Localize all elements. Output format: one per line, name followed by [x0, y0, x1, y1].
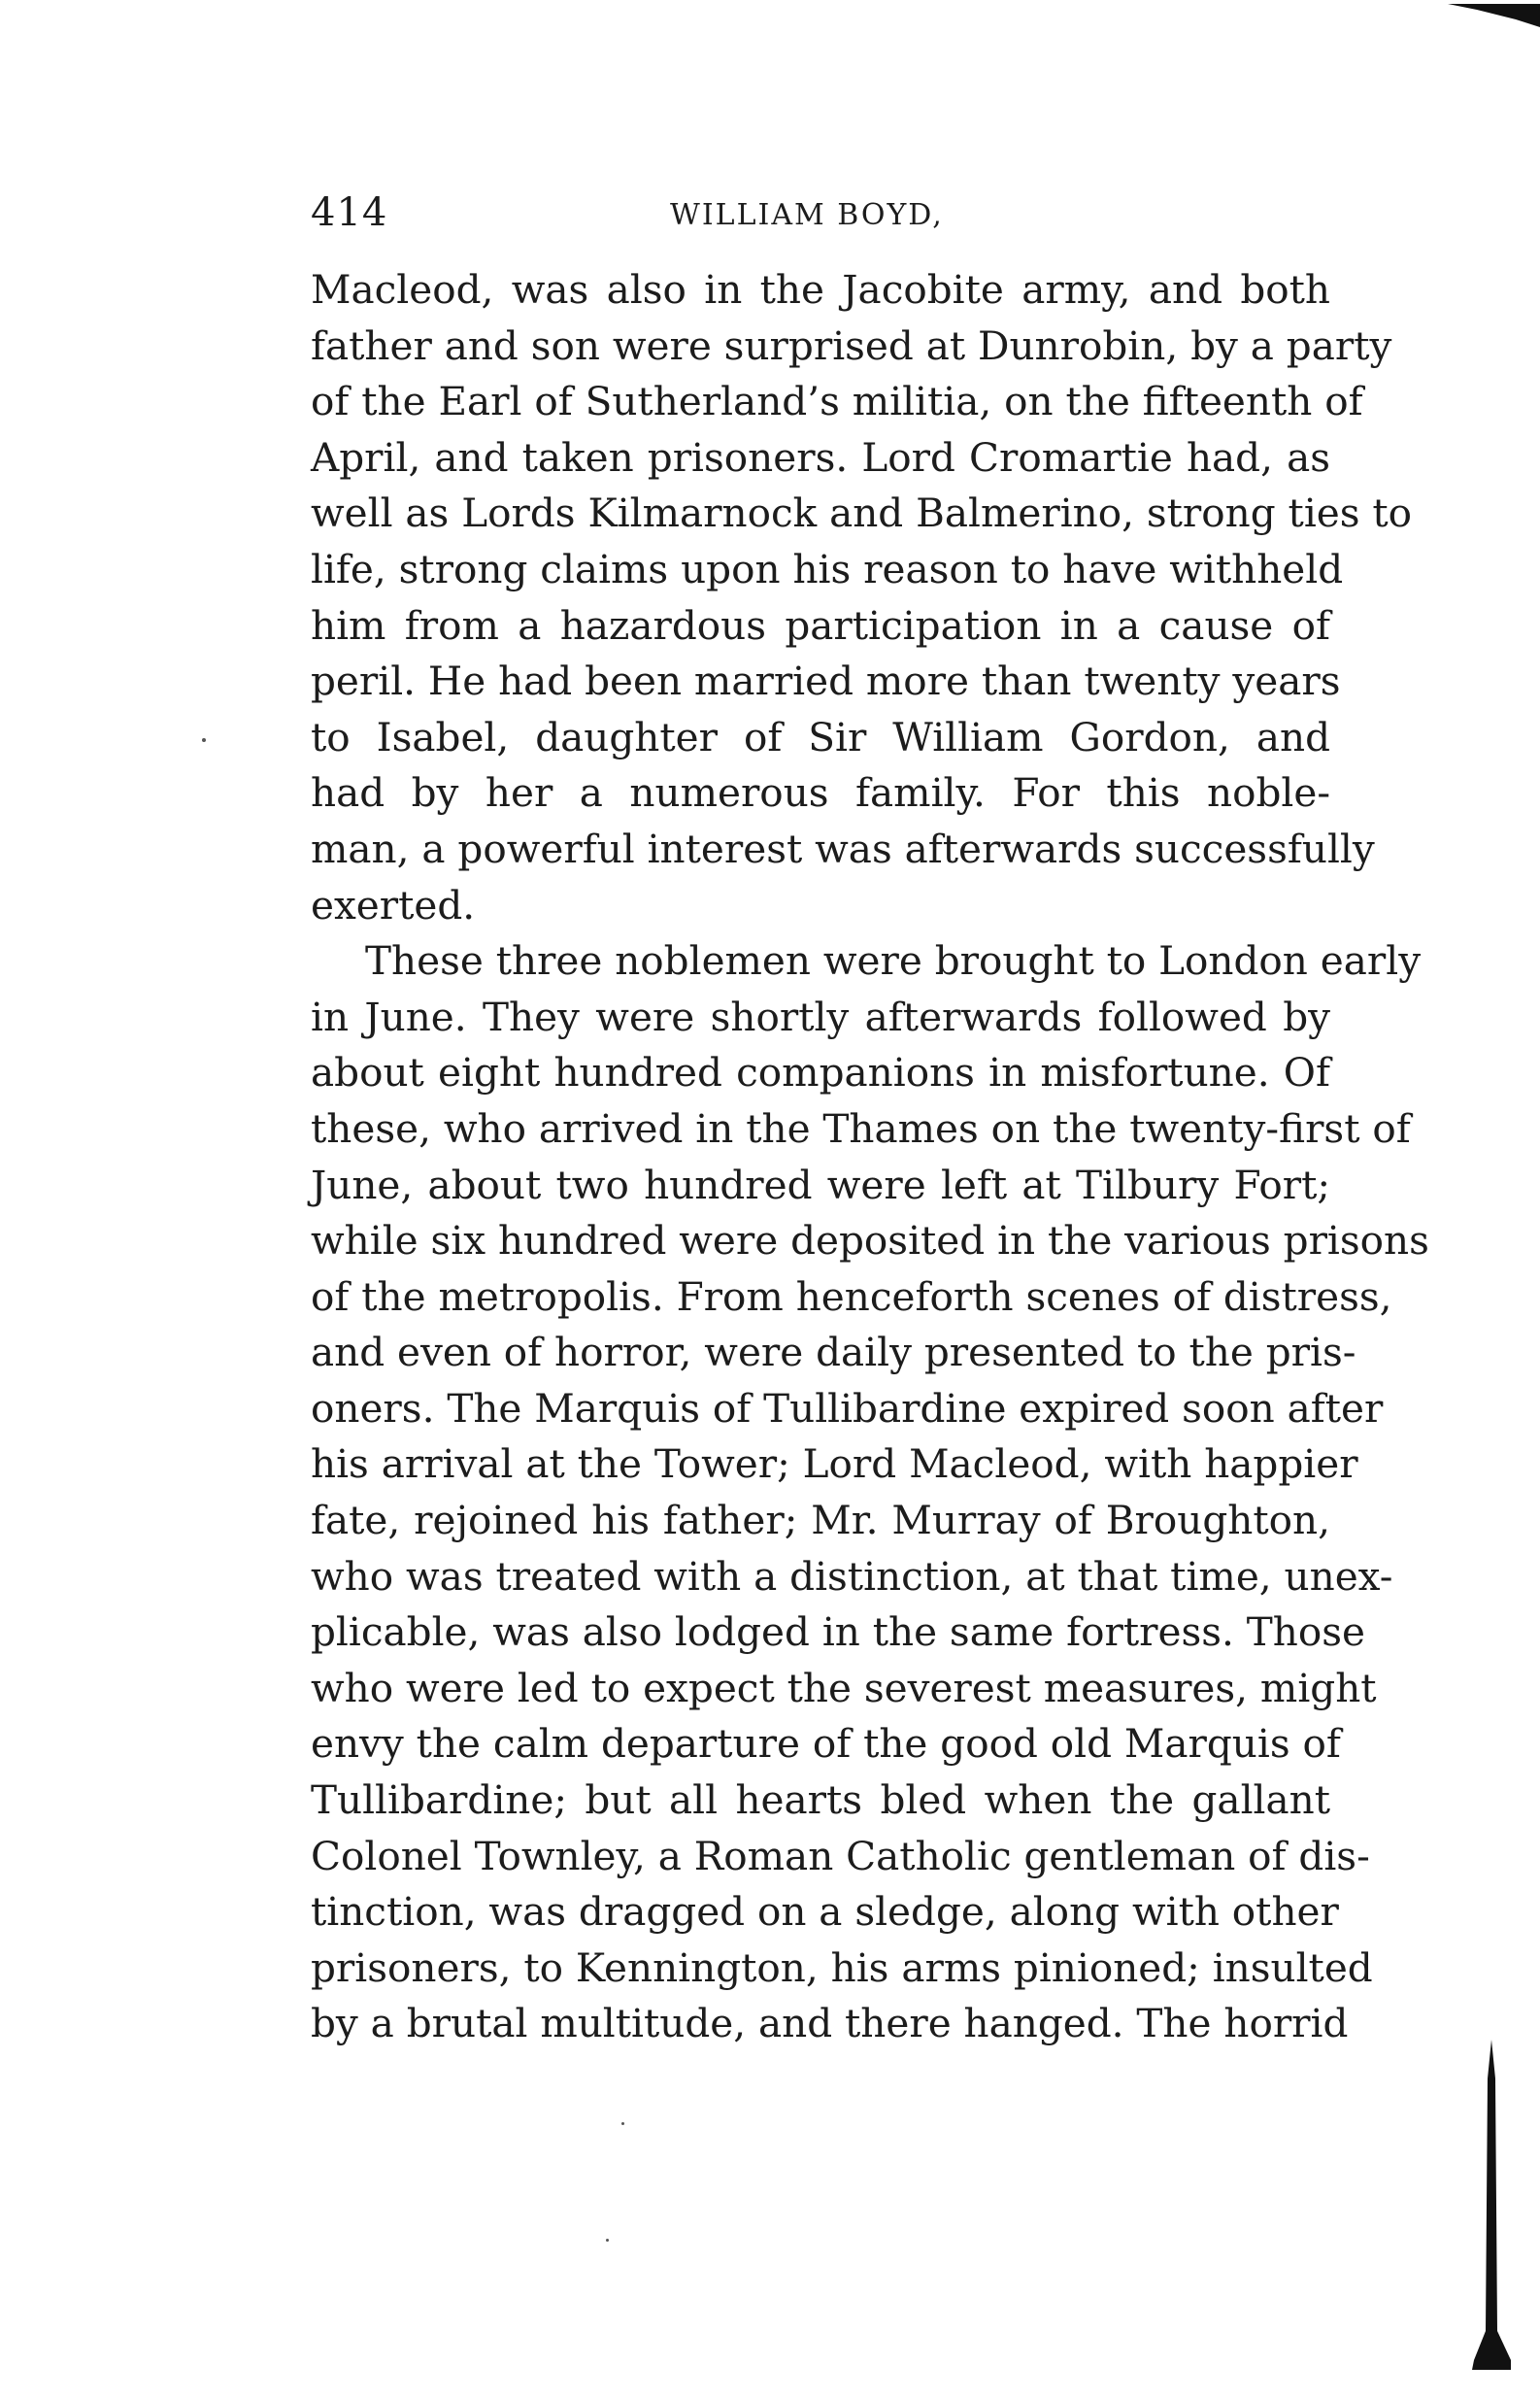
scan-speck [202, 738, 206, 742]
scan-edge-mark [1448, 0, 1540, 27]
text-line: of the Earl of Sutherland’s militia, on the fifteenth of [311, 378, 1363, 425]
text-line: life, strong claims upon his reason to have withheld [311, 545, 1344, 592]
text-line: to Isabel, daughter of Sir William Gordon, and [311, 713, 1330, 760]
text-line: in June. They were shortly afterwards followed by [311, 993, 1330, 1040]
text-line: Macleod, was also in the Jacobite army, and both [311, 266, 1330, 313]
paragraph [311, 933, 1429, 2052]
text-line: of the metropolis. From henceforth scenes of distress, [311, 1272, 1392, 1320]
text-line: peril. He had been married more than twenty years [311, 658, 1341, 705]
text-line: man, a powerful interest was afterwards successfully [311, 825, 1375, 872]
text-line: these, who arrived in the Thames on the twenty-first of [311, 1104, 1411, 1152]
text-line: These three noblemen were brought to London early [365, 937, 1422, 985]
text-line: tinction, was dragged on a sledge, along with other [311, 1888, 1339, 1936]
text-line: by a brutal multitude, and there hanged. The horrid [311, 2000, 1349, 2047]
text-line: exerted. [311, 881, 476, 929]
scan-edge-mark [1472, 2040, 1511, 2370]
text-line: Tullibardine; but all hearts bled when the gallant [311, 1776, 1330, 1824]
text-line: plicable, was also lodged in the same fortress. Those [311, 1608, 1365, 1656]
text-line: April, and taken prisoners. Lord Cromartie had, as [311, 433, 1330, 481]
text-line: fate, rejoined his father; Mr. Murray of Broughton, [311, 1497, 1330, 1544]
text-line: him from a hazardous participation in a cause of [311, 601, 1330, 649]
text-line: father and son were surprised at Dunrobin, by a party [311, 321, 1392, 369]
paragraph [311, 262, 1413, 933]
text-line: envy the calm departure of the good old Marquis of [311, 1720, 1341, 1768]
text-line: and even of horror, were daily presented to the pris- [311, 1329, 1356, 1376]
body-text [311, 262, 1429, 2052]
text-line: while six hundred were deposited in the various prisons [311, 1217, 1429, 1265]
page-number: 414 [311, 190, 388, 235]
text-line: who was treated with a distinction, at that time, unex- [311, 1552, 1393, 1600]
text-line: who were led to expect the severest measures, might [311, 1664, 1377, 1711]
scan-speck [606, 2239, 609, 2242]
text-line: prisoners, to Kennington, his arms pinioned; insulted [311, 1943, 1373, 1991]
text-line: Colonel Townley, a Roman Catholic gentleman of dis- [311, 1832, 1370, 1879]
scan-speck [621, 2122, 624, 2125]
text-line: well as Lords Kilmarnock and Balmerino, strong ties to [311, 490, 1413, 537]
text-line: his arrival at the Tower; Lord Macleod, with happier [311, 1440, 1358, 1488]
page-header [311, 190, 1330, 249]
running-head: WILLIAM BOYD, [670, 198, 944, 232]
text-line: oners. The Marquis of Tullibardine expired soon after [311, 1384, 1384, 1432]
text-line: June, about two hundred were left at Tilbury Fort; [311, 1161, 1330, 1208]
text-line: had by her a numerous family. For this noble- [311, 769, 1330, 817]
text-line: about eight hundred companions in misfortune. Of [311, 1049, 1330, 1097]
